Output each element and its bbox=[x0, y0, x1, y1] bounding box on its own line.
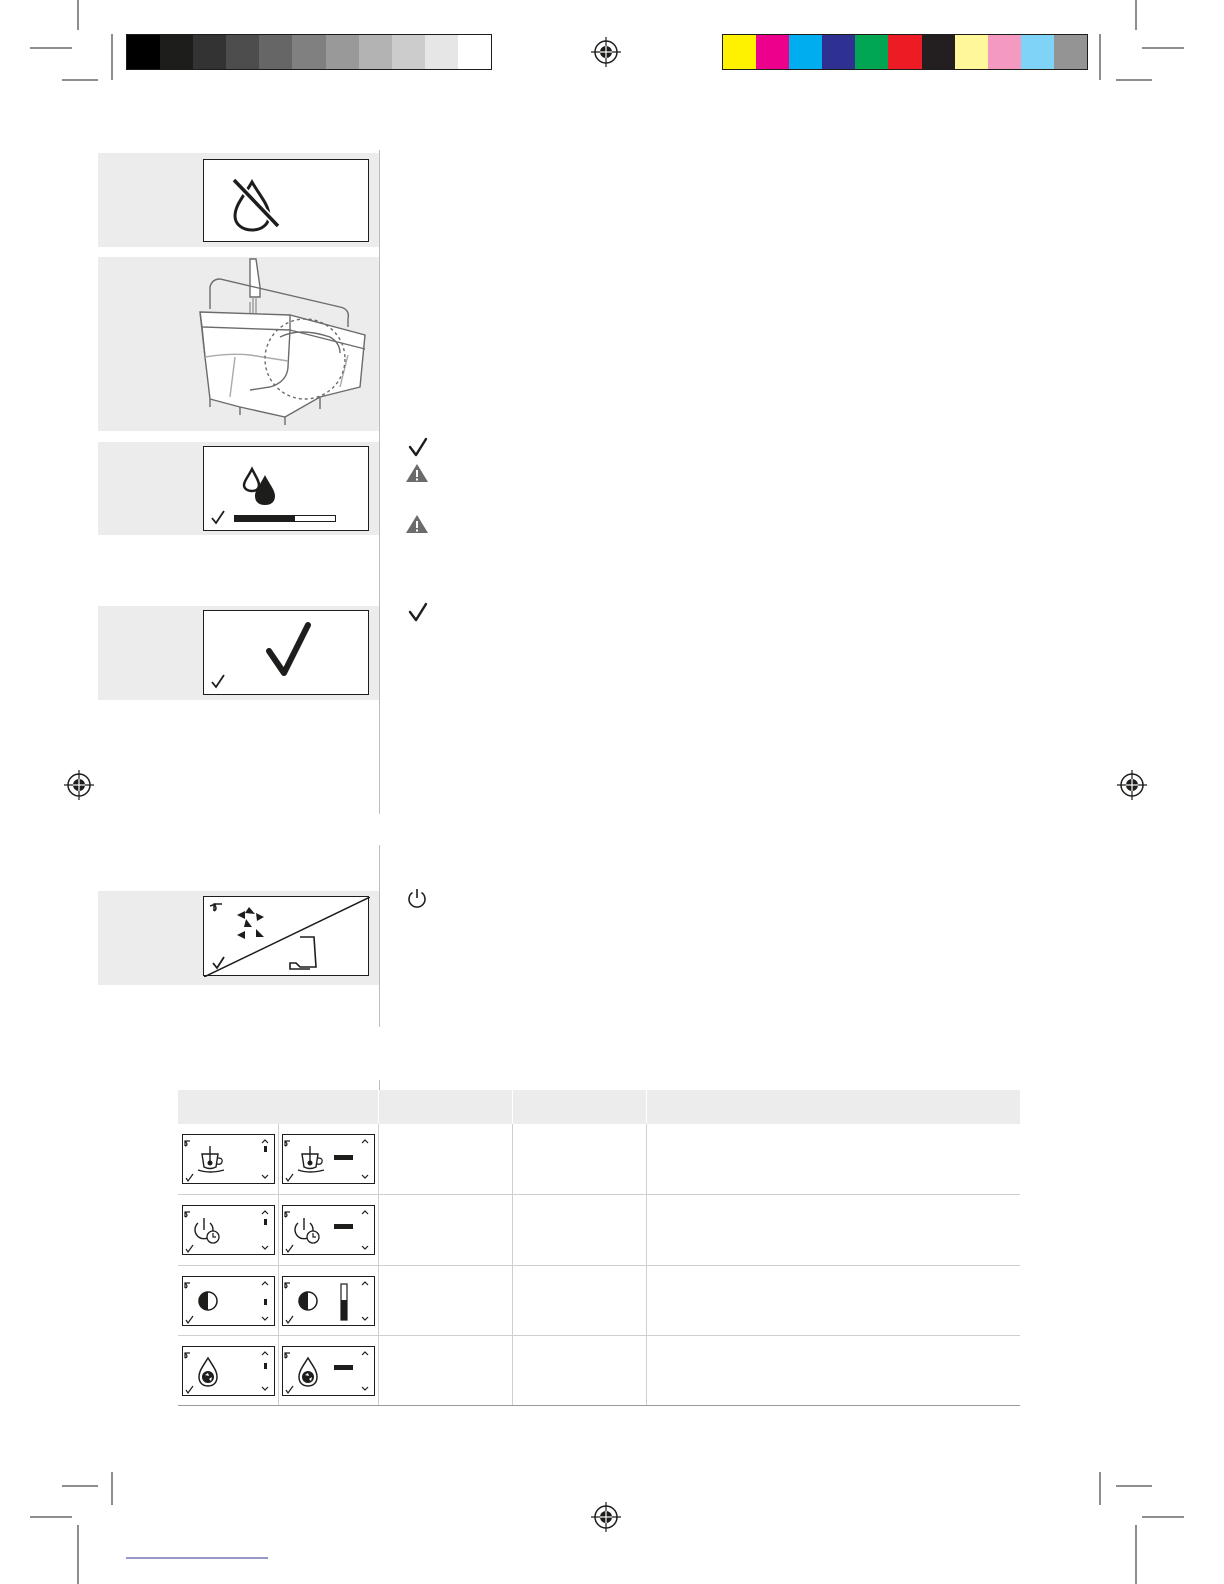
table-column-divider bbox=[646, 1090, 647, 1124]
column-divider bbox=[379, 1080, 380, 1090]
table-row-divider bbox=[178, 1405, 1020, 1406]
swatch bbox=[723, 35, 756, 69]
swatch bbox=[127, 35, 160, 69]
checkmark-icon bbox=[204, 611, 370, 696]
color-swatch-bar bbox=[722, 34, 1088, 70]
swatch bbox=[359, 35, 392, 69]
column-divider bbox=[379, 150, 380, 814]
swatch bbox=[1021, 35, 1054, 69]
swatch bbox=[922, 35, 955, 69]
registration-mark-icon bbox=[591, 37, 621, 67]
registration-mark-icon bbox=[591, 1502, 621, 1532]
table-row-divider bbox=[178, 1194, 1020, 1195]
checkmark-icon bbox=[407, 436, 429, 458]
cup-temperature-icon bbox=[282, 1134, 375, 1184]
progress-bar-fill bbox=[235, 516, 295, 521]
swatch bbox=[392, 35, 425, 69]
swatch bbox=[425, 35, 458, 69]
water-tank-illustration bbox=[190, 257, 375, 429]
display-no-water bbox=[203, 159, 369, 242]
swatch bbox=[988, 35, 1021, 69]
swatch bbox=[822, 35, 855, 69]
water-hardness-icon bbox=[182, 1346, 275, 1396]
table-row-divider bbox=[178, 1265, 1020, 1266]
swatch bbox=[855, 35, 888, 69]
setting-display-contrast-selected bbox=[282, 1276, 375, 1326]
descale-split-display-icon bbox=[204, 897, 370, 977]
registration-mark-icon bbox=[1117, 770, 1147, 800]
checkmark-icon bbox=[407, 601, 429, 623]
swatch bbox=[326, 35, 359, 69]
swatch bbox=[259, 35, 292, 69]
table-header bbox=[178, 1090, 1020, 1124]
small-checkmark-icon bbox=[210, 673, 226, 689]
auto-off-timer-icon bbox=[182, 1205, 275, 1255]
water-hardness-icon bbox=[282, 1346, 375, 1396]
display-descale bbox=[203, 896, 369, 976]
swatch bbox=[955, 35, 988, 69]
progress-bar bbox=[234, 515, 336, 522]
setting-display-water-hardness-selected bbox=[282, 1346, 375, 1396]
setting-display-auto-off-selected bbox=[282, 1205, 375, 1255]
registration-mark-icon bbox=[64, 770, 94, 800]
grey-swatch-bar bbox=[126, 34, 492, 70]
setting-display-cup-temperature bbox=[182, 1134, 275, 1184]
small-checkmark-icon bbox=[210, 509, 226, 525]
swatch bbox=[458, 35, 491, 69]
no-water-drop-icon bbox=[204, 160, 370, 243]
warning-triangle-icon bbox=[405, 463, 429, 483]
setting-display-auto-off bbox=[182, 1205, 275, 1255]
cup-temperature-icon bbox=[182, 1134, 275, 1184]
swatch bbox=[160, 35, 193, 69]
contrast-icon bbox=[182, 1276, 275, 1326]
swatch bbox=[292, 35, 325, 69]
warning-triangle-icon bbox=[405, 514, 429, 534]
swatch bbox=[756, 35, 789, 69]
table-row-divider bbox=[178, 1335, 1020, 1336]
auto-off-timer-icon bbox=[282, 1205, 375, 1255]
display-done bbox=[203, 610, 369, 695]
swatch bbox=[193, 35, 226, 69]
setting-display-contrast bbox=[182, 1276, 275, 1326]
column-divider bbox=[379, 845, 380, 1027]
table-column-divider bbox=[512, 1090, 513, 1124]
contrast-icon bbox=[282, 1276, 375, 1326]
swatch bbox=[789, 35, 822, 69]
setting-display-water-hardness bbox=[182, 1346, 275, 1396]
swatch bbox=[1054, 35, 1087, 69]
display-filling bbox=[203, 446, 369, 531]
setting-display-cup-temperature-selected bbox=[282, 1134, 375, 1184]
swatch bbox=[226, 35, 259, 69]
swatch bbox=[888, 35, 921, 69]
power-icon bbox=[406, 887, 428, 909]
